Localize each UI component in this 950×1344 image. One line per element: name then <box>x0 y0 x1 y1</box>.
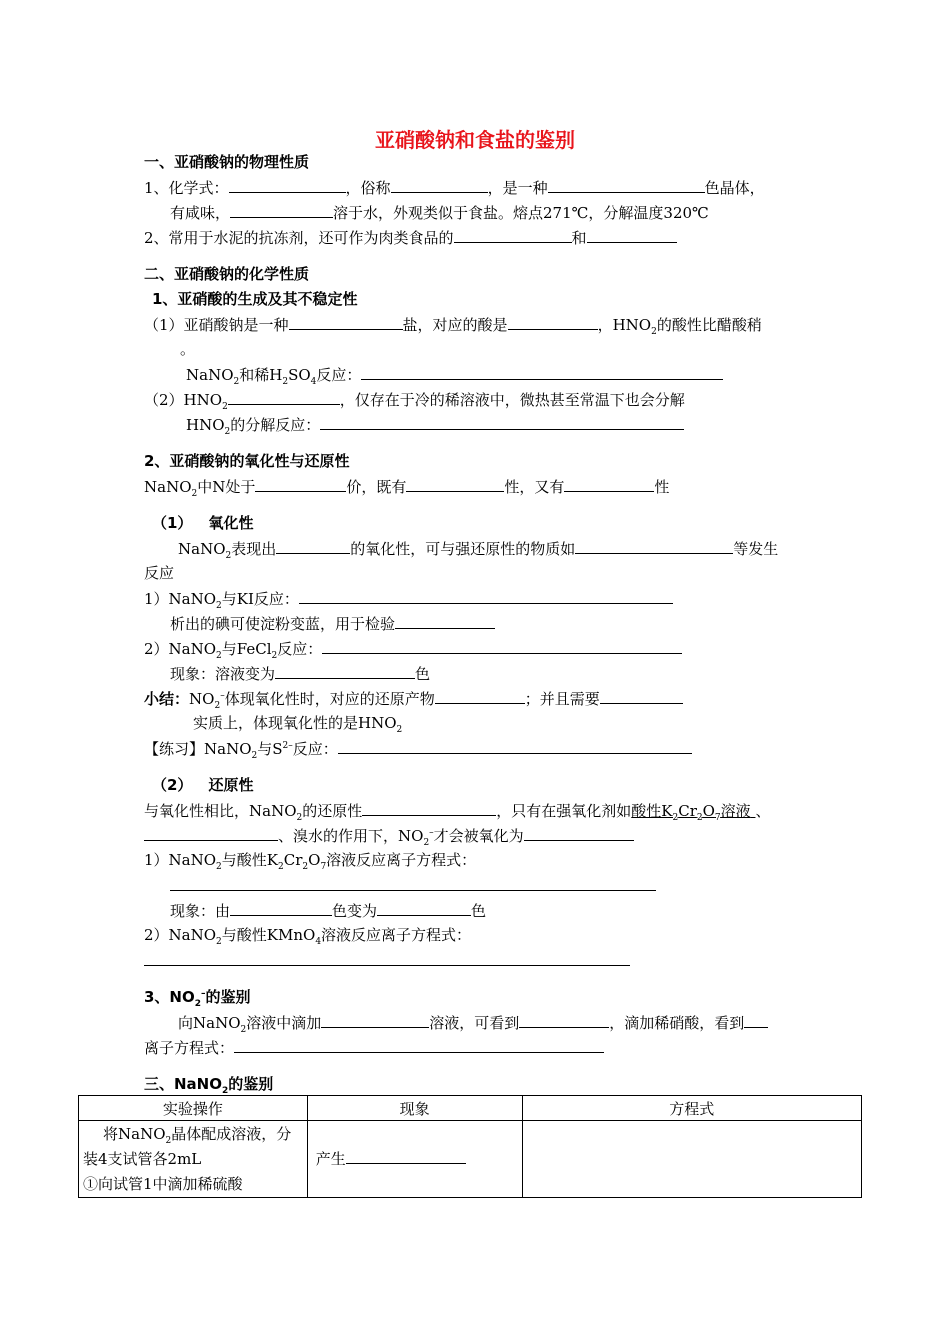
text: 析出的碘可使淀粉变蓝，用于检验 <box>170 615 396 633</box>
text: 体现氧化性时，对应的还原产物 <box>224 690 435 708</box>
text: 将NaNO <box>103 1125 166 1143</box>
s2-q1 <box>144 476 669 497</box>
subscript: 2 <box>696 813 703 823</box>
text: 现象：由 <box>170 902 231 920</box>
subscript: 2 <box>233 377 240 387</box>
superscript: 2– <box>282 741 293 751</box>
subscript: 2 <box>165 1136 172 1146</box>
table-header-row <box>79 1096 862 1121</box>
identification-table <box>78 1095 862 1198</box>
s1-line1 <box>144 177 765 198</box>
text: 1）NaNO <box>144 590 217 608</box>
text: Cr <box>283 851 303 869</box>
blank-decomposition[interactable] <box>320 414 684 430</box>
text: 与S <box>257 740 283 758</box>
text: 还原性 <box>208 776 254 794</box>
blank-exercise[interactable] <box>338 738 692 754</box>
ox-line4 <box>170 613 495 634</box>
text: 才会被氧化为 <box>433 827 524 845</box>
text: （2）HNO <box>144 391 223 409</box>
text: ，仅存在于冷的稀溶液中，微热甚至常温下也会分解 <box>339 391 685 409</box>
red-line4 <box>170 875 656 896</box>
blank-hno2-property[interactable] <box>228 389 340 405</box>
red-line1 <box>144 800 770 821</box>
blank-acid[interactable] <box>508 314 598 330</box>
subsection-2-2-heading: 2、亚硝酸钠的氧化性与还原性 <box>144 452 350 470</box>
ox-line2: 反应 <box>144 564 175 582</box>
text: NaNO <box>186 366 234 384</box>
text: 2、常用于水泥的抗冻剂，还可作为肉类食品的 <box>144 229 454 247</box>
blank-detect[interactable] <box>395 613 495 629</box>
s2-p4 <box>186 414 684 435</box>
text: 反应： <box>277 640 323 658</box>
text: 的酸性比醋酸稍 <box>656 316 762 334</box>
text: （1） <box>152 514 193 532</box>
blank-red-strength[interactable] <box>362 800 496 816</box>
blank-reduction-product[interactable] <box>435 688 525 704</box>
blank-phenomenon[interactable] <box>346 1148 466 1164</box>
subscript: 2 <box>216 601 222 611</box>
blank-color-from[interactable] <box>230 900 332 916</box>
subscript: 2 <box>224 427 231 437</box>
text: 与酸性K <box>221 851 278 869</box>
text: 氧化性 <box>208 514 254 532</box>
column-header: 现象 <box>307 1096 522 1121</box>
text: 溶液 <box>720 802 751 820</box>
text: NaNO <box>178 540 226 558</box>
subscript: 2 <box>221 1086 229 1096</box>
text: 晶体配成溶液，分 <box>171 1125 292 1143</box>
text: HNO <box>186 416 225 434</box>
text: 溶液反应离子方程式： <box>321 926 472 944</box>
s2-p2 <box>186 364 723 385</box>
text: 与FeCl <box>221 640 272 658</box>
superscript: – <box>429 828 434 838</box>
text: 的鉴别 <box>228 1075 274 1093</box>
text: 2）NaNO <box>144 926 217 944</box>
subscript: 7 <box>320 862 327 872</box>
blank-use-1[interactable] <box>454 227 572 243</box>
superscript: – <box>201 989 206 999</box>
blank-salt-type[interactable] <box>289 314 403 330</box>
section-1-heading: 一、亚硝酸钠的物理性质 <box>144 153 310 171</box>
s1-line2 <box>170 202 709 223</box>
blank-fecl2-reaction[interactable] <box>322 638 682 654</box>
text: Cr <box>678 802 697 820</box>
subscript: 2 <box>296 813 303 823</box>
subscript: 2 <box>251 751 258 761</box>
op-line3: ①向试管1中滴加稀硫酸 <box>83 1175 243 1193</box>
blank-valence[interactable] <box>255 476 346 492</box>
text: O <box>702 802 715 820</box>
blank-solution-color[interactable] <box>275 663 415 679</box>
id-line2 <box>144 1037 604 1058</box>
blank-common-name[interactable] <box>391 177 488 193</box>
text: 、 <box>755 802 771 820</box>
s2-p3 <box>144 389 685 410</box>
text: ；并且需要 <box>524 690 600 708</box>
text: 与氧化性相比，NaNO <box>144 802 297 820</box>
ox-line6 <box>170 663 430 684</box>
text: 溶液，可看到 <box>429 1014 520 1032</box>
text: 、溴水的作用下，NO <box>278 827 424 845</box>
text: 的氧化性，可与强还原性的物质如 <box>350 540 576 558</box>
text: 1）NaNO <box>144 851 217 869</box>
blank-color[interactable] <box>548 177 705 193</box>
summary-line2 <box>193 713 402 733</box>
text: SO <box>288 366 311 384</box>
text: （2） <box>152 776 193 794</box>
equation-cell[interactable] <box>522 1121 861 1198</box>
text: 等发生 <box>733 540 779 558</box>
subscript: 2 <box>191 489 198 499</box>
text: 的分解反应： <box>230 416 321 434</box>
subscript: 2 <box>278 862 284 872</box>
text: 色 <box>415 665 431 683</box>
subscript: 2 <box>194 999 202 1009</box>
text: 性 <box>654 478 670 496</box>
subscript: 7 <box>714 813 721 823</box>
summary-label: 小结： <box>144 690 190 708</box>
text: 色晶体， <box>704 179 765 197</box>
subscript: 2 <box>282 377 289 387</box>
blank-observation-1[interactable] <box>519 1012 609 1028</box>
blank-oxidized-to[interactable] <box>524 825 634 841</box>
operation-cell <box>79 1121 308 1198</box>
text: 反应： <box>316 366 362 384</box>
blank-property-2[interactable] <box>564 476 654 492</box>
text: 表现出 <box>231 540 277 558</box>
subscript: 2 <box>214 701 221 711</box>
id-line1 <box>178 1012 768 1033</box>
op-line1 <box>83 1122 303 1147</box>
subscript: 2 <box>216 862 222 872</box>
subscript: 2 <box>423 838 430 848</box>
page-title: 亚硝酸钠和食盐的鉴别 <box>375 128 575 152</box>
red-line2 <box>144 825 634 846</box>
ox-line3 <box>144 588 673 609</box>
underlined-answer <box>631 802 755 823</box>
subsection-2-1-heading: 1、亚硝酸的生成及其不稳定性 <box>152 290 358 308</box>
column-header: 实验操作 <box>79 1096 308 1121</box>
text: ，HNO <box>597 316 652 334</box>
text: 酸性K <box>631 802 673 820</box>
red-line5 <box>170 900 486 921</box>
text: 和稀H <box>239 366 283 384</box>
text: 溶液中滴加 <box>246 1014 322 1032</box>
blank-reductants[interactable] <box>575 538 733 554</box>
text: 色变为 <box>332 902 378 920</box>
text: 现象：溶液变为 <box>170 665 276 683</box>
summary-line1 <box>144 688 683 709</box>
s2-p1 <box>144 314 762 335</box>
subscript: 2 <box>672 813 679 823</box>
text: 价，既有 <box>346 478 407 496</box>
blank-ox-strength[interactable] <box>276 538 350 554</box>
text: 【练习】NaNO <box>144 740 252 758</box>
text: 反应： <box>292 740 338 758</box>
subscript: 2 <box>225 551 232 561</box>
blank-property-1[interactable] <box>406 476 504 492</box>
text: 实质上，体现氧化性的是HNO <box>193 714 397 732</box>
red-line3 <box>144 850 476 870</box>
blank-reagent[interactable] <box>321 1012 429 1028</box>
text: 有咸味， <box>170 204 231 222</box>
blank-requirement[interactable] <box>600 688 683 704</box>
blank-solubility[interactable] <box>230 202 333 218</box>
blank-oxidant[interactable] <box>144 825 278 841</box>
blank-kmno4-equation[interactable] <box>144 950 630 966</box>
text: ，俗称 <box>345 179 391 197</box>
text: 与KI反应： <box>221 590 299 608</box>
subscript: 2 <box>222 402 228 412</box>
text: 色 <box>471 902 487 920</box>
text: O <box>308 851 321 869</box>
text: ，是一种 <box>487 179 548 197</box>
text: 2）NaNO <box>144 640 217 658</box>
text: 向NaNO <box>178 1014 241 1032</box>
text: ，滴加稀硝酸，看到 <box>609 1014 745 1032</box>
subscript: 2 <box>240 1025 247 1035</box>
text: 1、化学式： <box>144 179 229 197</box>
subscript: 2 <box>651 327 657 337</box>
ox-line1 <box>178 538 778 559</box>
red-line7 <box>144 950 630 971</box>
text: 三、NaNO <box>144 1075 222 1093</box>
oxidation-heading <box>152 513 253 533</box>
blank-ion-equation[interactable] <box>234 1037 604 1053</box>
text: 与酸性KMnO <box>221 926 316 944</box>
section-2-heading: 二、亚硝酸钠的化学性质 <box>144 265 310 283</box>
text: 和 <box>571 229 587 247</box>
subscript: 2 <box>216 651 222 661</box>
text: NO <box>189 690 215 708</box>
red-line6 <box>144 925 471 945</box>
text: NaNO <box>144 478 192 496</box>
text: 盐，对应的酸是 <box>402 316 508 334</box>
superscript: – <box>220 691 225 701</box>
text: 溶于水，外观类似于食盐。熔点271℃，分解温度320℃ <box>333 204 709 222</box>
text: ，只有在强氧化剂如 <box>496 802 632 820</box>
text: 产生 <box>315 1150 346 1168</box>
phenomenon-cell <box>307 1121 522 1198</box>
text: 溶液反应离子方程式： <box>326 851 477 869</box>
exercise-line <box>144 738 692 759</box>
blank-formula[interactable] <box>229 177 346 193</box>
subscript: 2 <box>302 862 309 872</box>
text: 中N处于 <box>197 478 256 496</box>
subscript: 4 <box>315 937 322 947</box>
blank-ki-reaction[interactable] <box>299 588 673 604</box>
text: 的鉴别 <box>205 988 251 1006</box>
blank-k2cr2o7-equation[interactable] <box>170 875 656 891</box>
reduction-heading <box>152 775 253 795</box>
subscript: 2 <box>396 725 403 735</box>
s2-p1-end: 。 <box>180 340 196 358</box>
text: 性，又有 <box>504 478 565 496</box>
ox-line5 <box>144 638 682 659</box>
blank-reaction-h2so4[interactable] <box>361 364 723 380</box>
subscript: 4 <box>310 377 317 387</box>
blank-use-2[interactable] <box>587 227 677 243</box>
section-3-heading <box>144 1074 273 1094</box>
text: 3、NO <box>144 988 195 1006</box>
subscript: 2 <box>216 937 222 947</box>
subsection-2-3-heading <box>144 987 251 1007</box>
blank-color-to[interactable] <box>377 900 471 916</box>
s1-line3 <box>144 227 677 248</box>
text: 离子方程式： <box>144 1039 235 1057</box>
text: 的还原性 <box>302 802 363 820</box>
subscript: 2 <box>271 651 278 661</box>
column-header: 方程式 <box>522 1096 861 1121</box>
text: （1）亚硝酸钠是一种 <box>144 316 289 334</box>
table-row <box>79 1121 862 1198</box>
blank-observation-2[interactable] <box>744 1012 768 1028</box>
op-line2: 装4支试管各2mL <box>83 1150 202 1168</box>
